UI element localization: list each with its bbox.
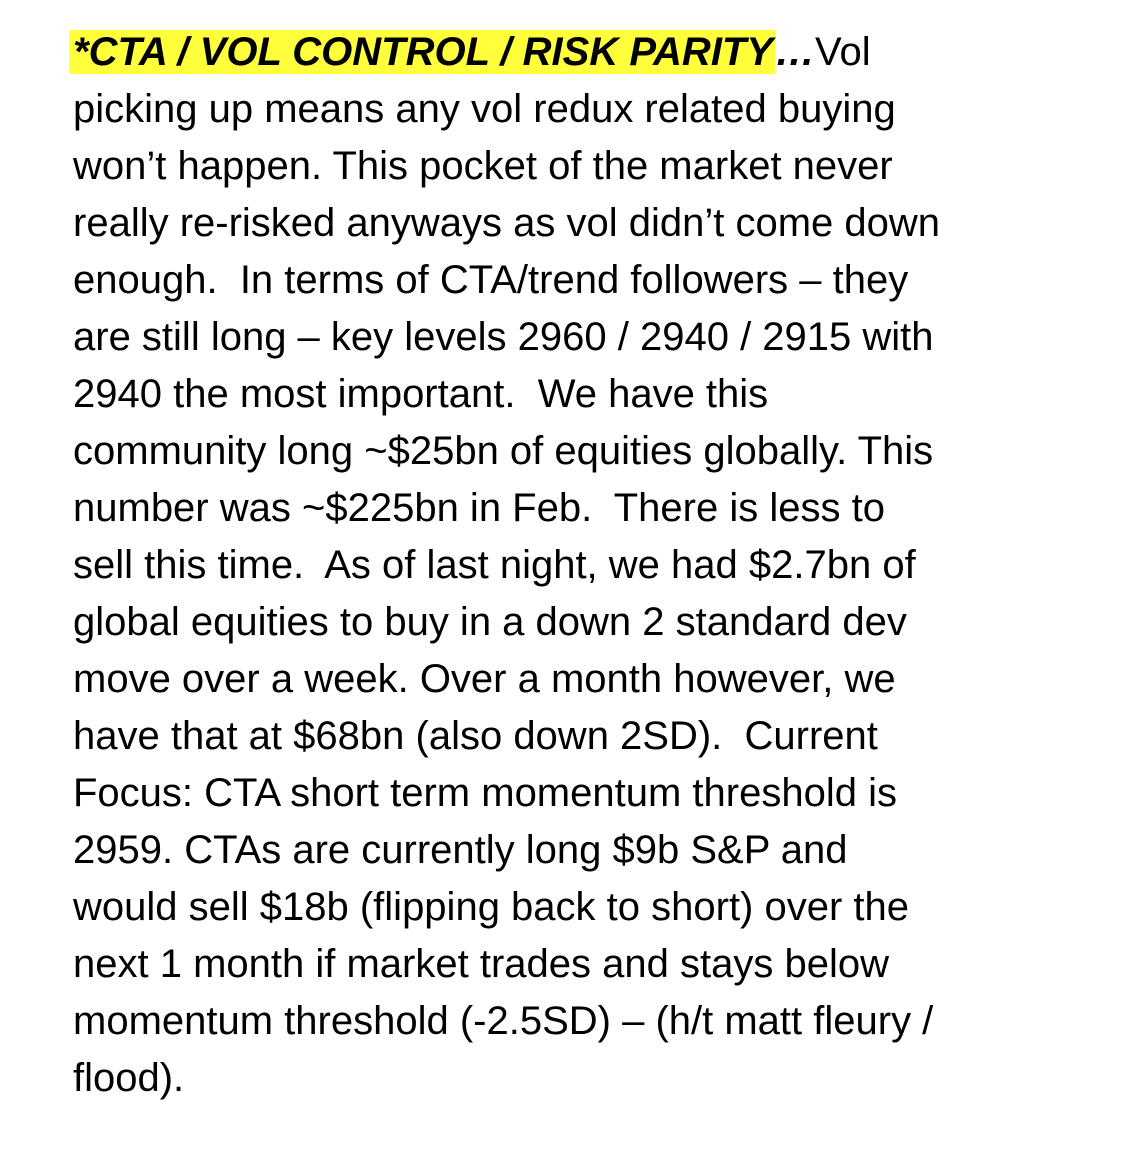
text-line: won’t happen. This pocket of the market never <box>73 144 893 188</box>
text-line: picking up means any vol redux related buying <box>73 87 896 131</box>
highlighted-heading: *CTA / VOL CONTROL / RISK PARITY <box>69 30 775 74</box>
text-line: flood). <box>73 1056 185 1100</box>
text-line: have that at $68bn (also down 2SD). Current <box>73 714 878 758</box>
text-line: momentum threshold (-2.5SD) – (h/t matt fleury / <box>73 999 934 1043</box>
heading-ellipsis: … <box>775 30 816 74</box>
text-line: number was ~$225bn in Feb. There is less to <box>73 486 885 530</box>
text-line: next 1 month if market trades and stays below <box>73 942 889 986</box>
text-line: 2959. CTAs are currently long $9b S&P and <box>73 828 848 872</box>
text-line-1 <box>73 24 1073 81</box>
text-line: enough. In terms of CTA/trend followers – they <box>73 258 909 302</box>
text-line: community long ~$25bn of equities globally. This <box>73 429 934 473</box>
text-line: Focus: CTA short term momentum threshold is <box>73 771 897 815</box>
text-line: 2940 the most important. We have this <box>73 372 769 416</box>
document-body <box>73 24 1073 1107</box>
text-line: global equities to buy in a down 2 standard dev <box>73 600 907 644</box>
first-line-text: Vol <box>815 30 871 74</box>
text-line: would sell $18b (flipping back to short) over the <box>73 885 910 929</box>
text-line: move over a week. Over a month however, we <box>73 657 896 701</box>
text-line: really re-risked anyways as vol didn’t come down <box>73 201 941 245</box>
text-line: are still long – key levels 2960 / 2940 / 2915 with <box>73 315 934 359</box>
text-line: sell this time. As of last night, we had $2.7bn of <box>73 543 916 587</box>
